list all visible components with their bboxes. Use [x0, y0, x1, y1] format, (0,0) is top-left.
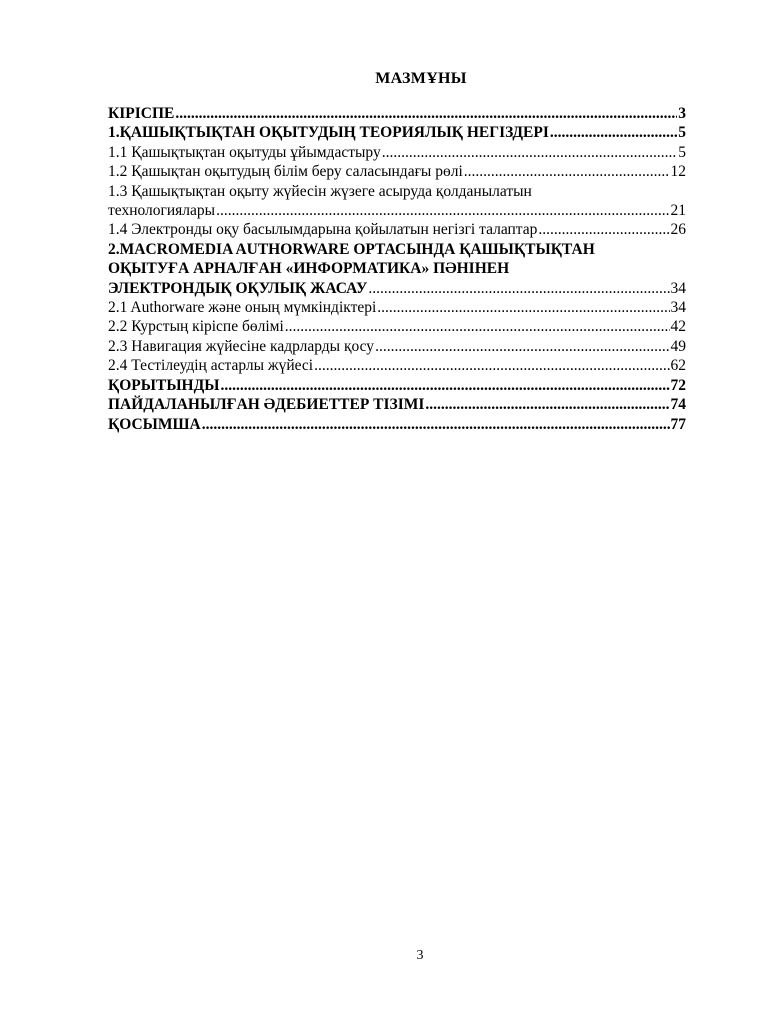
- toc-dot-leader: [464, 162, 670, 181]
- toc-entry-text: технологиялары: [108, 202, 216, 220]
- toc-entry-page: 5: [678, 143, 686, 161]
- toc-entry-kirispe: [108, 104, 686, 123]
- toc-entry-section-2-3: [108, 337, 686, 356]
- toc-entry-text: 2.3 Навигация жүйесіне кадрларды қосу: [108, 337, 375, 355]
- toc-entry-text: 2.1 Authorware және оның мүмкіндіктері: [108, 299, 377, 317]
- toc-dot-leader: [425, 395, 669, 414]
- toc-entry-chapter-1: [108, 123, 686, 142]
- toc-entry-chapter-2-line1: 2.MACROMEDIA AUTHORWARE ОРТАСЫНДА ҚАШЫҚТЫҚТАН: [108, 240, 595, 258]
- toc-dot-leader: [202, 415, 670, 434]
- toc-entry-text: 1.1 Қашықтықтан оқытуды ұйымдастыру: [108, 143, 381, 161]
- toc-entry-page: 34: [670, 279, 686, 297]
- toc-entry-text: ҚОРЫТЫНДЫ: [108, 376, 220, 394]
- toc-entry-bibliography: [108, 395, 686, 414]
- toc-dot-leader: [550, 123, 677, 142]
- toc-entry-text: КІРІСПЕ: [108, 105, 175, 122]
- toc-entry-chapter-2-line2: ОҚЫТУҒА АРНАЛҒАН «ИНФОРМАТИКА» ПӘНІНЕН: [108, 260, 510, 278]
- toc-dot-leader: [216, 201, 669, 220]
- toc-entry-section-2-4: [108, 356, 686, 375]
- toc-entry-page: 21: [670, 202, 686, 220]
- toc-entry-page: 5: [678, 124, 686, 142]
- toc-dot-leader: [368, 279, 669, 298]
- toc-entry-text: 1.2 Қашықтан оқытудың білім беру саласындағы рөлі: [108, 163, 463, 181]
- toc-entry-text: 2.4 Тестілеудің астарлы жүйесі: [108, 357, 314, 375]
- toc-entry-section-1-3: [108, 201, 686, 220]
- toc-entry-section-2-1: [108, 298, 686, 317]
- toc-entry-text: ПАЙДАЛАНЫЛҒАН ӘДЕБИЕТТЕР ТІЗІМІ: [108, 396, 425, 414]
- toc-entry-page: 26: [670, 221, 686, 239]
- toc-title: МАЗМҰНЫ: [375, 70, 467, 87]
- toc-entry-section-1-1: [108, 143, 686, 162]
- toc-entry-section-1-3-line1: 1.3 Қашықтықтан оқыту жүйесін жүзеге асыруда қолданылатын: [108, 182, 532, 200]
- toc-entry-page: 34: [670, 299, 686, 317]
- toc-entry-page: 62: [670, 357, 686, 375]
- toc-entry-page: 49: [670, 337, 686, 355]
- toc-entry-page: 12: [670, 163, 686, 181]
- toc-entry-koryt: [108, 376, 686, 395]
- toc-dot-leader: [175, 104, 677, 123]
- toc-dot-leader: [220, 376, 669, 395]
- table-of-contents: [108, 104, 686, 434]
- toc-entry-page: 72: [670, 376, 686, 394]
- toc-entry-appendix: [108, 415, 686, 434]
- toc-dot-leader: [314, 356, 669, 375]
- toc-entry-page: 3: [678, 105, 686, 122]
- toc-dot-leader: [538, 220, 669, 239]
- toc-entry-page: 74: [670, 396, 686, 414]
- toc-entry-section-1-4: [108, 220, 686, 239]
- page-number: 3: [416, 948, 424, 963]
- toc-dot-leader: [285, 317, 670, 336]
- toc-dot-leader: [375, 337, 669, 356]
- toc-entry-section-2-2: [108, 317, 686, 336]
- toc-entry-chapter-2: [108, 279, 686, 298]
- toc-entry-text: ЭЛЕКТРОНДЫҚ ОҚУЛЫҚ ЖАСАУ: [108, 279, 368, 297]
- toc-entry-text: 2.2 Курстың кіріспе бөлімі: [108, 318, 284, 336]
- toc-entry-page: 42: [670, 318, 686, 336]
- toc-entry-page: 77: [670, 415, 686, 433]
- toc-dot-leader: [377, 298, 669, 317]
- toc-entry-text: 1.4 Электронды оқу басылымдарына қойылатын негізгі талаптар: [108, 221, 538, 239]
- toc-entry-text: 1.ҚАШЫҚТЫҚТАН ОҚЫТУДЫҢ ТЕОРИЯЛЫҚ НЕГІЗДЕРІ: [108, 124, 549, 142]
- toc-entry-section-1-2: [108, 162, 686, 181]
- toc-entry-text: ҚОСЫМША: [108, 415, 201, 433]
- toc-dot-leader: [382, 143, 678, 162]
